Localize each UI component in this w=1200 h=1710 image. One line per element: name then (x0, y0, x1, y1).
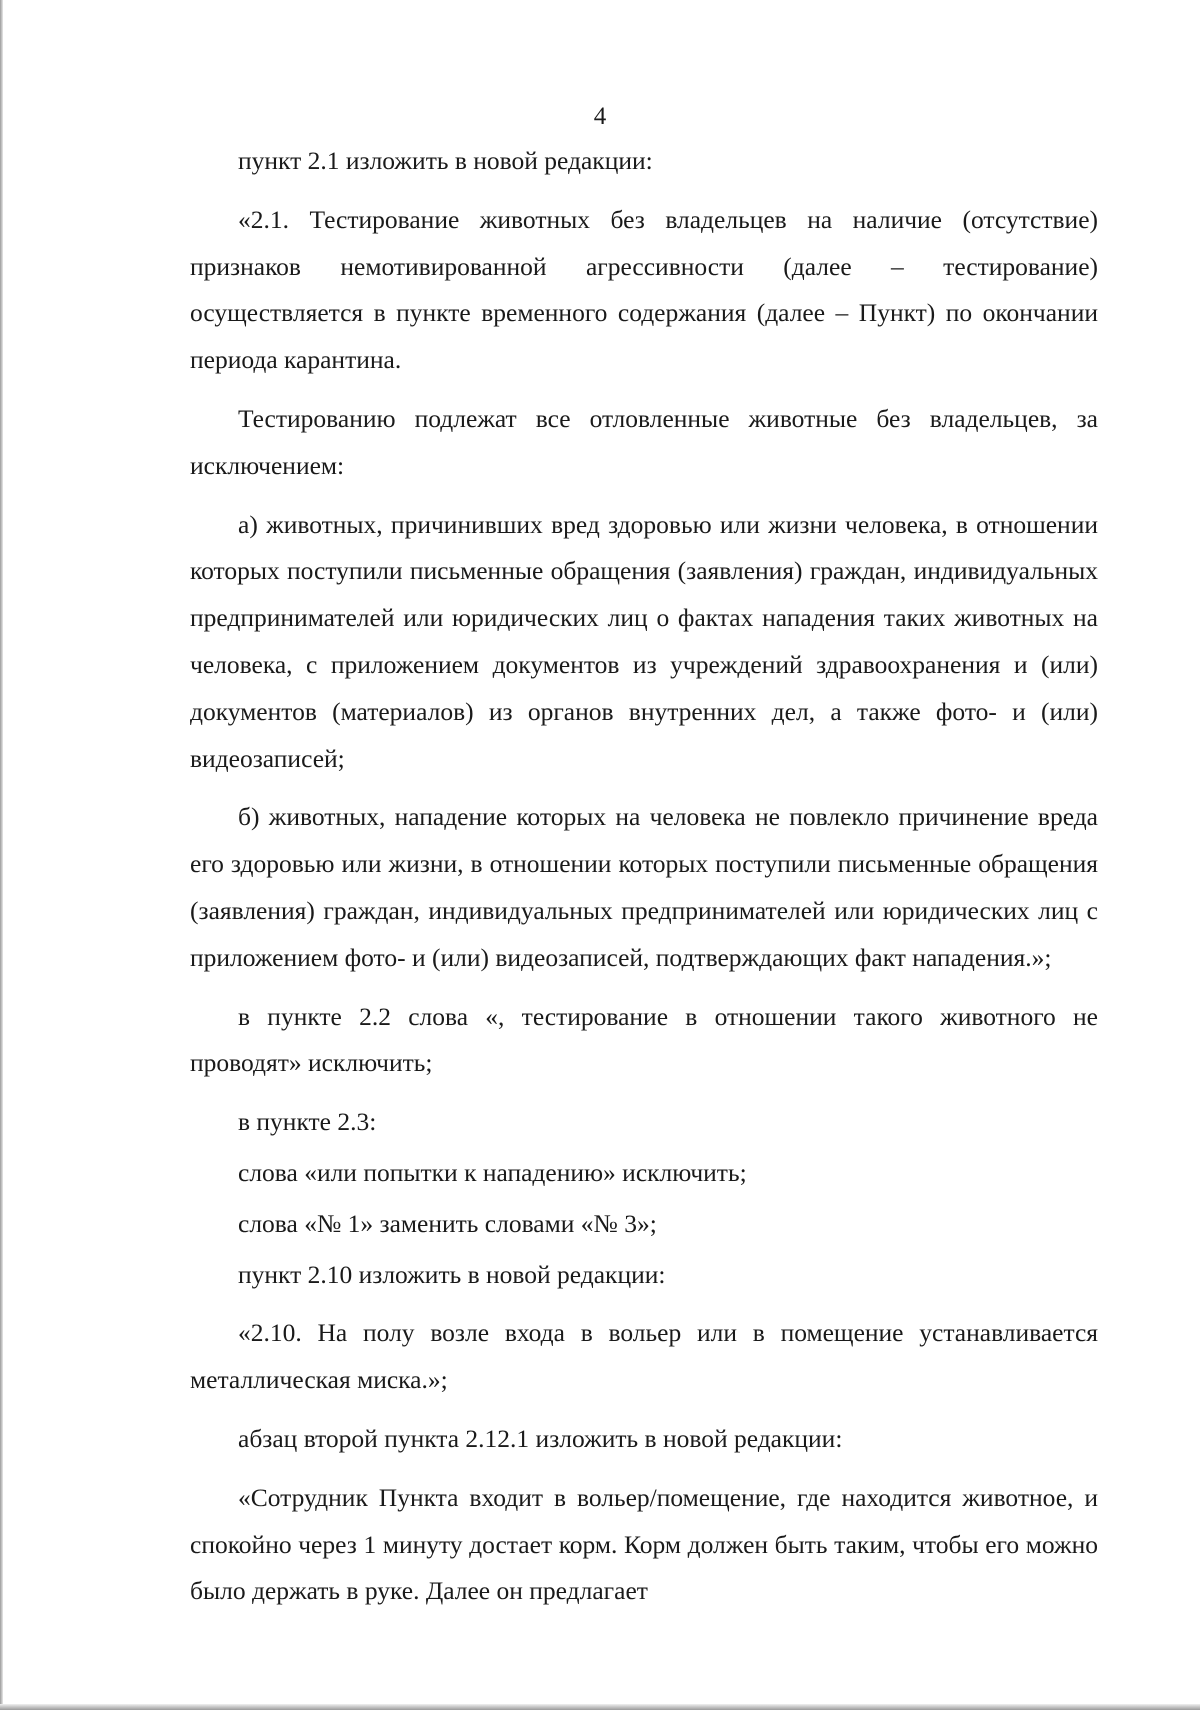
document-body (190, 138, 1098, 1617)
paragraph: а) животных, причинивших вред здоровью или жизни человека, в отношении которых поступили письменные обращения (заявления) граждан, индивидуальных предпринимателей или юридических лиц о фактах нападения таких животных на человека, с приложением документов из учреждений здравоохранения и (или) документов (материалов) из органов внутренних дел, а также фото- и (или) видеозаписей; (190, 509, 1098, 773)
paragraph: Тестированию подлежат все отловленные животные без владельцев, за исключением: (190, 403, 1098, 480)
paragraph: б) животных, нападение которых на человека не повлекло причинение вреда его здоровью или жизни, в отношении которых поступили письменные обращения (заявления) граждан, индивидуальных предпринимателей или юридических лиц с приложением фото- и (или) видеозаписей, подтверждающих факт нападения.»; (190, 802, 1098, 972)
paragraph: пункт 2.1 изложить в новой редакции: (238, 146, 653, 175)
paragraph: «2.10. На полу возле входа в вольер или в помещение устанавливается металлическая миска.»; (190, 1318, 1098, 1395)
paragraph: слова «или попытки к нападению» исключить; (238, 1157, 747, 1187)
paragraph: слова «№ 1» заменить словами «№ 3»; (238, 1208, 657, 1238)
paragraph: «2.1. Тестирование животных без владельцев на наличие (отсутствие) признаков немотивированной агрессивности (далее – тестирование) осуществляется в пункте временного содержания (далее – Пункт) по окончании периода карантина. (190, 204, 1098, 375)
paragraph: «Сотрудник Пункта входит в вольер/помещение, где находится животное, и спокойно через 1 минуту достает корм. Корм должен быть таким, чтобы его можно было держать в руке. Далее он предлагает (190, 1482, 1098, 1606)
paragraph: пункт 2.10 изложить в новой редакции: (238, 1259, 666, 1289)
scan-left-edge (0, 0, 3, 1710)
paragraph: в пункте 2.2 слова «, тестирование в отношении такого животного не проводят» исключить; (190, 1001, 1098, 1078)
page-number: 4 (593, 103, 607, 130)
paragraph: в пункте 2.3: (238, 1107, 377, 1137)
scan-bottom-edge (0, 1704, 1200, 1710)
paragraph: абзац второй пункта 2.12.1 изложить в новой редакции: (238, 1423, 843, 1453)
